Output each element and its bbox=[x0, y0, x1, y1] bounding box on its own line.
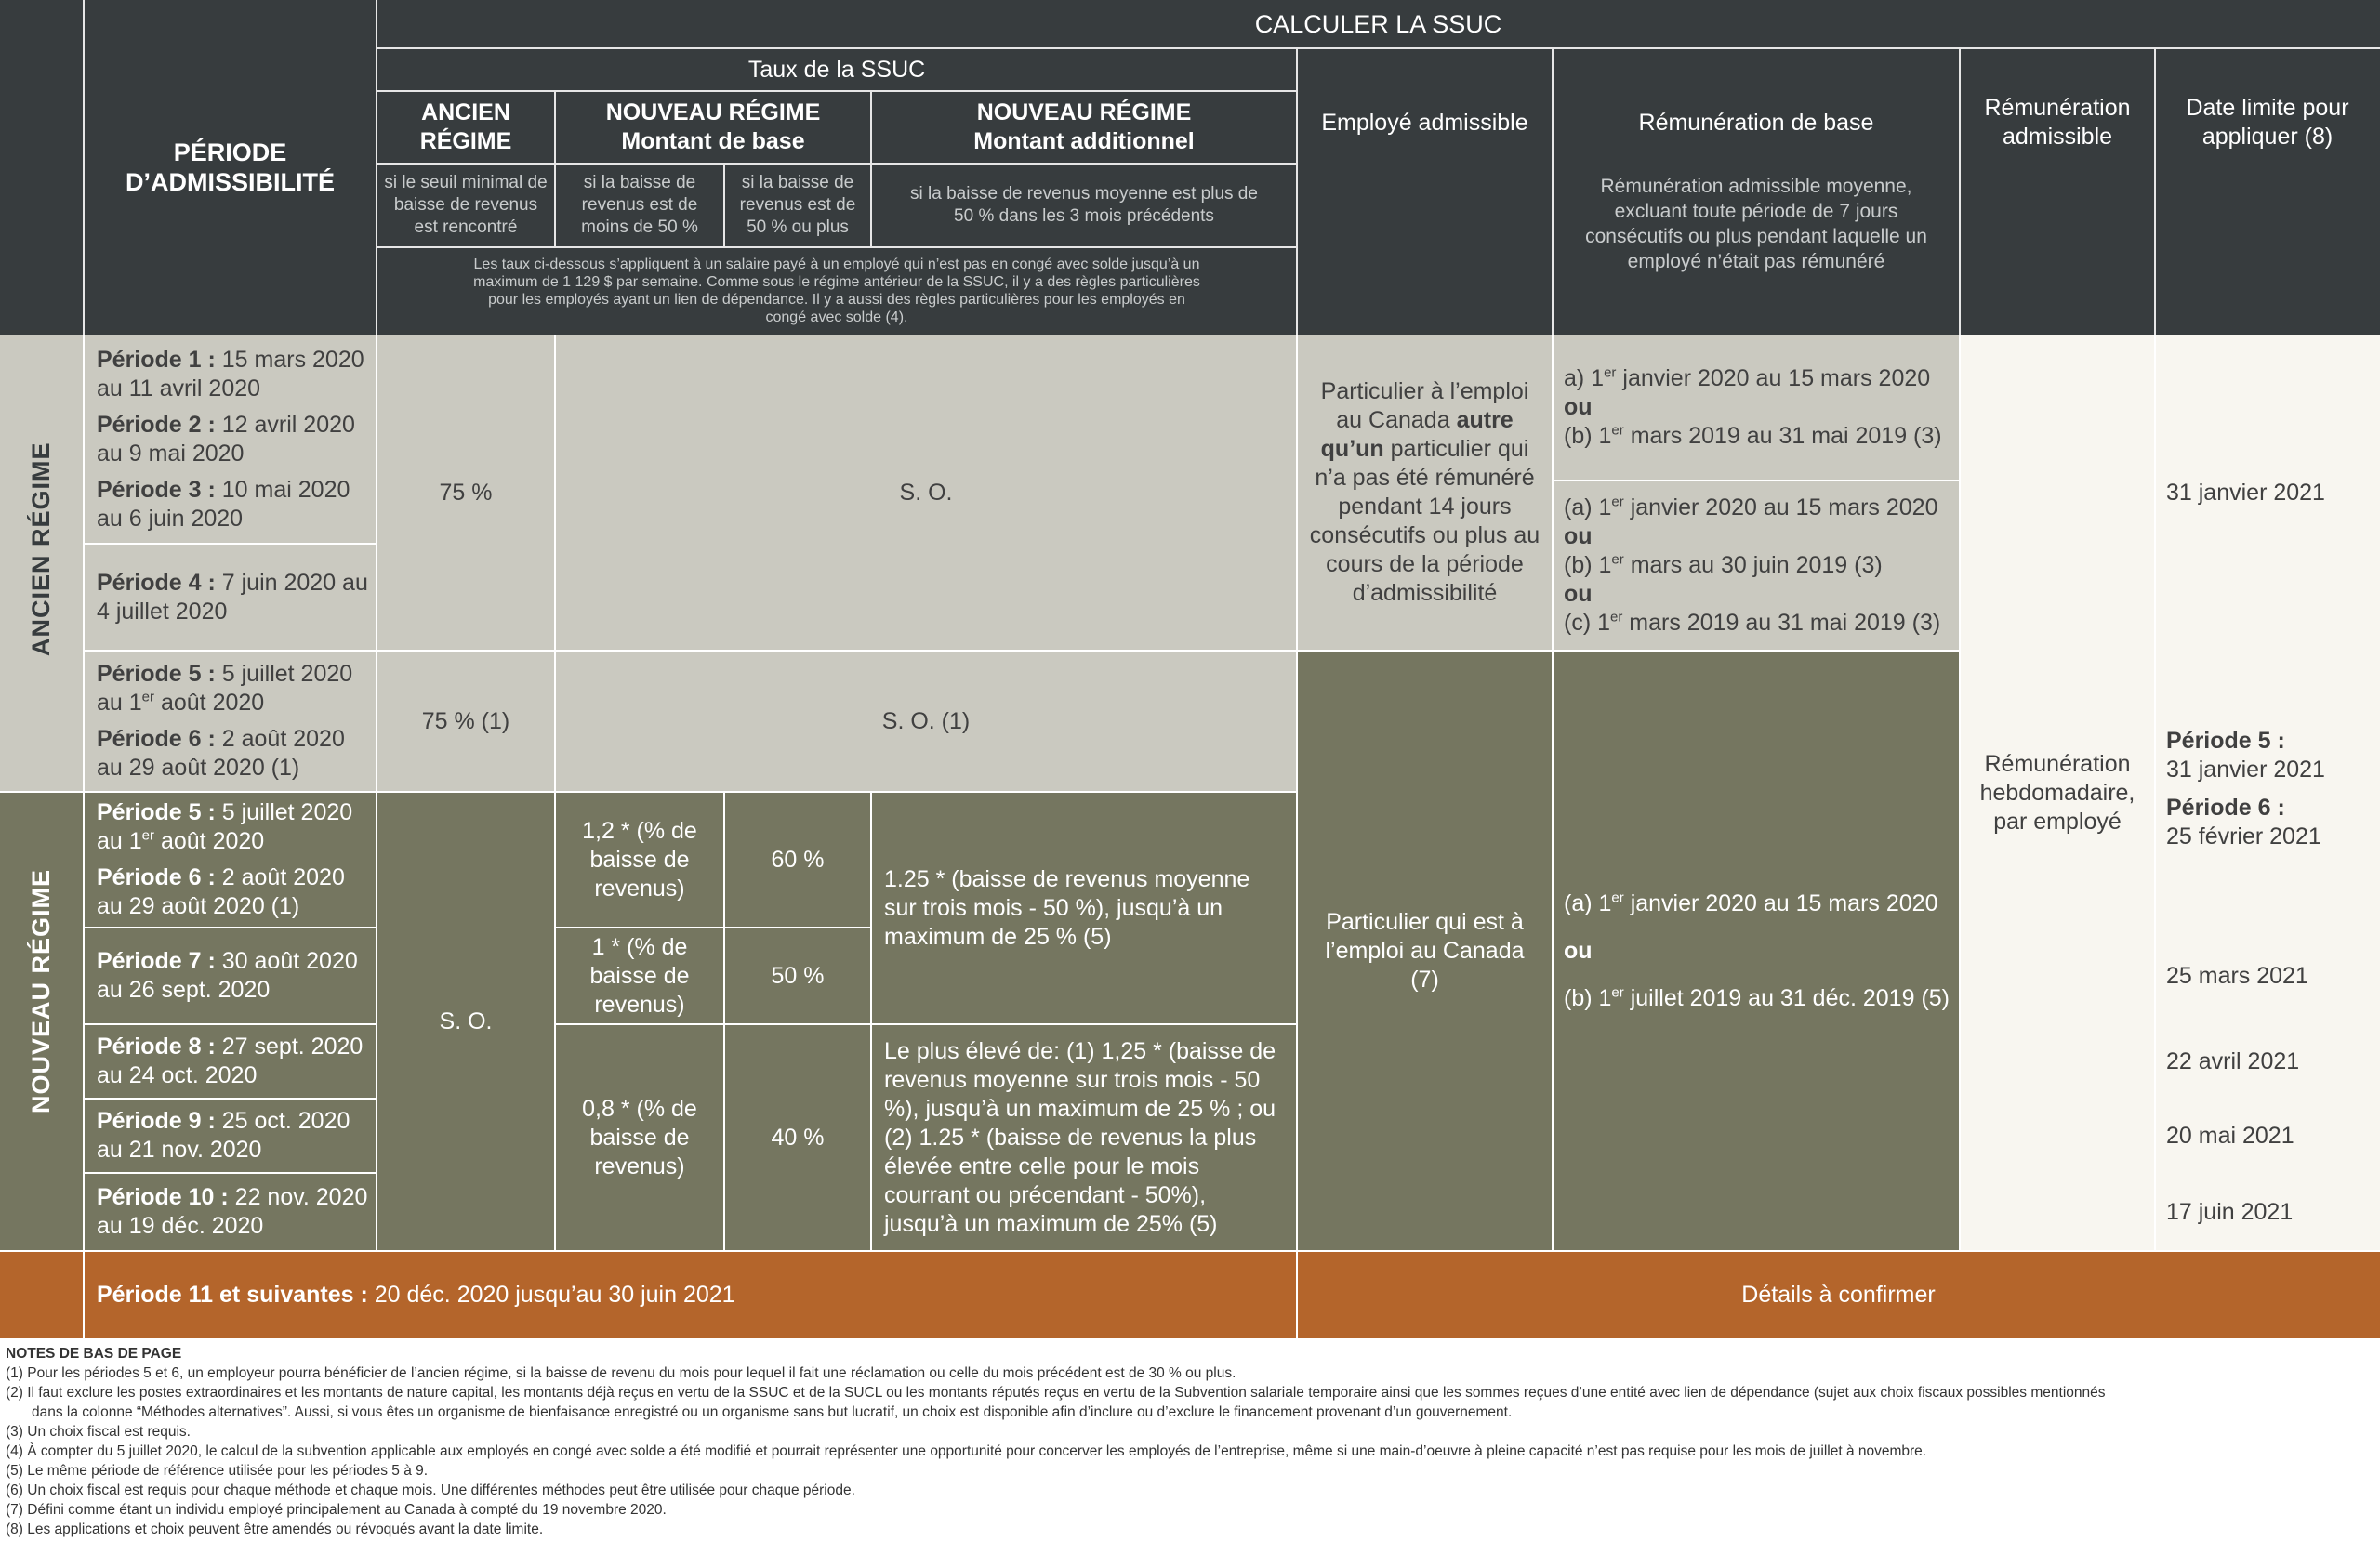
header-date-limite-text: Date limite pour appliquer (8) bbox=[2186, 95, 2349, 150]
ancien-period-1: Période 1 : 15 mars 2020 au 11 avril 2020 bbox=[97, 346, 364, 402]
grid-line bbox=[870, 91, 872, 247]
date-p5-label: Période 5 : bbox=[2166, 728, 2285, 754]
ancien-remun-2-ou1: ou bbox=[1564, 523, 1593, 549]
ancien-taux-5-6: 75 % (1) bbox=[421, 707, 510, 734]
header-remun-base-desc bbox=[1553, 165, 1960, 282]
side-ancien-label: ANCIEN RÉGIME bbox=[27, 441, 55, 656]
nouveau-period-10: Période 10 : 22 nov. 2020 au 19 déc. 2020 bbox=[97, 1184, 368, 1239]
footnote-8: (8) Les applications et choix peuvent être amendés ou révoqués avant la date limite. bbox=[6, 1521, 544, 1537]
header-ancien-regime-text: ANCIEN RÉGIME bbox=[419, 99, 512, 154]
ancien-period-3: Période 3 : 10 mai 2020 au 6 juin 2020 bbox=[97, 476, 350, 532]
nouveau-base-1: 1 * (% de baisse de revenus) bbox=[589, 933, 690, 1018]
header-add-desc bbox=[871, 164, 1297, 247]
remun-admissible-value: Rémunération hebdomadaire, par employé bbox=[1979, 750, 2135, 835]
period11-label: Période 11 et suivantes : bbox=[97, 1281, 368, 1308]
grid-line bbox=[2154, 335, 2156, 1251]
header-nouveau-base bbox=[555, 91, 871, 164]
footnote-1: (1) Pour les périodes 5 et 6, un employeur pourra bénéficier de l’ancien régime, si la baisse de revenu du mois pour lequel il fait une réclamation ou celle du mois précédent est de 30 % ou plus. bbox=[6, 1365, 1236, 1381]
grid-line bbox=[1959, 48, 1961, 335]
header-nouveau-add-l1: NOUVEAU RÉGIME bbox=[976, 99, 1192, 125]
nouveau-employe: Particulier qui est à l’emploi au Canada (7) bbox=[1325, 908, 1525, 993]
grid-line bbox=[84, 650, 1297, 652]
ancien-remun-2c: (c) 1er mars 2019 au 31 mai 2019 (3) bbox=[1564, 609, 1941, 636]
grid-line bbox=[554, 91, 556, 247]
nouveau-period-6: Période 6 : 2 août 2020 au 29 août 2020 (1) bbox=[97, 864, 345, 919]
nouveau-base-12: 1,2 * (% de baisse de revenus) bbox=[582, 817, 697, 902]
footnote-7: (7) Défini comme étant un individu employé principalement au Canada à compté du 19 novembre 2020. bbox=[6, 1502, 667, 1518]
date-p6: 25 février 2021 bbox=[2166, 823, 2321, 849]
grid-line bbox=[1552, 335, 1554, 1251]
grid-line bbox=[84, 927, 377, 928]
footnote-3: (3) Un choix fiscal est requis. bbox=[6, 1424, 191, 1440]
ancien-remun-2b: (b) 1er mars au 30 juin 2019 (3) bbox=[1564, 551, 1883, 578]
header-periode-text: PÉRIODE D’ADMISSIBILITÉ bbox=[125, 138, 335, 196]
nouveau-date-p8: 22 avril 2021 bbox=[2166, 1047, 2300, 1074]
header-taux-text: Taux de la SSUC bbox=[747, 56, 926, 83]
period11-details-cell bbox=[1297, 1251, 2380, 1338]
grid-line bbox=[1297, 650, 1960, 652]
date-p5: 31 janvier 2021 bbox=[2166, 757, 2325, 783]
ancien-remun-1 bbox=[1553, 335, 1960, 481]
nouveau-so: S. O. bbox=[439, 1007, 493, 1034]
header-note-taux bbox=[377, 247, 1297, 335]
grid-line bbox=[723, 792, 725, 1251]
ancien-periods-5-6 bbox=[84, 651, 377, 792]
header-employe-text: Employé admissible bbox=[1321, 109, 1528, 136]
nouveau-additionnel-2: Le plus élevé de: (1) 1,25 * (baisse de revenus moyenne sur trois mois - 50 %), jusqu’à un maximum de 25 % ; ou (2) 1.25 * (baisse de revenus la plus élevée entre celle pour le mois courrant ou précendant - 50%), jusqu’à un maximum de 25% (5) bbox=[884, 1037, 1276, 1237]
grid-line bbox=[376, 335, 377, 1251]
header-remun-adm bbox=[1960, 48, 2155, 197]
nouveau-remun-b: (b) 1er juillet 2019 au 31 déc. 2019 (5) bbox=[1564, 984, 1950, 1011]
grid-line bbox=[555, 927, 871, 928]
grid-line bbox=[723, 164, 725, 247]
nouveau-date-p10: 17 juin 2021 bbox=[2166, 1198, 2294, 1225]
nouveau-period-9: Période 9 : 25 oct. 2020 au 21 nov. 2020 bbox=[97, 1108, 350, 1163]
nouveau-date-p7: 25 mars 2021 bbox=[2166, 962, 2308, 989]
ancien-date-limite: 31 janvier 2021 bbox=[2166, 479, 2325, 506]
grid-line bbox=[1553, 480, 1960, 481]
period11-dates: 20 déc. 2020 jusqu’au 30 juin 2021 bbox=[367, 1281, 735, 1308]
header-ancien-desc bbox=[377, 164, 555, 247]
header-employe bbox=[1297, 48, 1553, 197]
nouveau-period-7-cell bbox=[84, 928, 377, 1024]
period11-details: Détails à confirmer bbox=[1741, 1281, 1936, 1308]
period11-label-cell bbox=[84, 1251, 1297, 1338]
header-date-limite bbox=[2155, 48, 2380, 197]
ancien-period-4-cell bbox=[84, 544, 377, 651]
header-title bbox=[377, 0, 2380, 48]
nouveau-additionnel-1: 1.25 * (baisse de revenus moyenne sur trois mois - 50 %), jusqu’à un maximum de 25 % (5) bbox=[884, 865, 1250, 950]
header-base-plus50 bbox=[724, 164, 871, 247]
grid-line bbox=[84, 1098, 377, 1100]
ancien-period-4: Période 4 : 7 juin 2020 au 4 juillet 2020 bbox=[97, 569, 368, 625]
header-title-text: CALCULER LA SSUC bbox=[1254, 10, 1502, 38]
grid-line bbox=[84, 1023, 377, 1025]
date-p6-label: Période 6 : bbox=[2166, 795, 2285, 821]
ancien-remun-1-ou: ou bbox=[1564, 394, 1593, 420]
grid-line bbox=[377, 246, 1297, 248]
nouveau-period-8-cell bbox=[84, 1024, 377, 1099]
header-ancien-regime bbox=[377, 91, 555, 164]
grid-line bbox=[377, 47, 2380, 49]
footnote-5: (5) Le même période de référence utilisée pour les périodes 5 à 9. bbox=[6, 1463, 429, 1479]
grid-line bbox=[554, 335, 556, 1251]
grid-line bbox=[1959, 335, 1961, 1251]
period11-text bbox=[97, 1281, 735, 1310]
ancien-periods-1-3 bbox=[84, 335, 377, 544]
footnote-2b: dans la colonne “Méthodes alternatives”. Aussi, si vous êtes un organisme de bienfaisance enregistré ou un organisme sans but lucratif, un choix est disponible afin d’inclure ou d’exclure le financement provenant d’un gouvernement. bbox=[32, 1404, 1513, 1420]
ancien-so-5-6: S. O. (1) bbox=[881, 707, 971, 734]
nouveau-remun bbox=[1553, 651, 1960, 1251]
footnote-6: (6) Un choix fiscal est requis pour chaque méthode et chaque mois. Une différentes méthodes peut être utilisée pour chaque période. bbox=[6, 1482, 855, 1498]
nouveau-period-10-cell bbox=[84, 1173, 377, 1251]
ancien-period-2: Période 2 : 12 avril 2020 au 9 mai 2020 bbox=[97, 411, 355, 467]
header-taux bbox=[377, 48, 1297, 91]
ancien-period-6: Période 6 : 2 août 2020 au 29 août 2020 (1) bbox=[97, 726, 345, 781]
grid-line bbox=[1552, 48, 1554, 335]
header-remun-base-text: Rémunération de base bbox=[1638, 109, 1874, 136]
ancien-remun-1a: a) 1er janvier 2020 au 15 mars 2020 bbox=[1564, 364, 1931, 391]
grid-line bbox=[377, 90, 1297, 92]
grid-line bbox=[1296, 335, 1298, 1338]
nouveau-pct-50: 50 % bbox=[771, 962, 825, 989]
ancien-period-5: Période 5 : 5 juillet 2020 au 1er août 2020 bbox=[97, 661, 353, 716]
header-add-desc-text: si la baisse de revenus moyenne est plus de 50 % dans les 3 mois précédents bbox=[910, 184, 1258, 226]
ancien-employe bbox=[1297, 335, 1553, 651]
footnotes-title: NOTES DE BAS DE PAGE bbox=[6, 1346, 182, 1362]
footnote-4: (4) À compter du 5 juillet 2020, le calcul de la subvention applicable aux employés en congé avec solde a été modifié et pourrait représenter une opportunité pour concerver les employés de l’entreprise, même si une main-d’oeuvre à pleine capacité n’est pas requise pour les mois de juillet à novembre. bbox=[6, 1443, 1927, 1459]
grid-line bbox=[2154, 48, 2156, 335]
grid-line bbox=[0, 1250, 2380, 1252]
grid-line bbox=[83, 335, 85, 1338]
header-ancien-desc-text: si le seuil minimal de baisse de revenus est rencontré bbox=[384, 173, 548, 237]
header-nouveau-add-l2: Montant additionnel bbox=[973, 128, 1195, 154]
nouveau-period-7: Période 7 : 30 août 2020 au 26 sept. 2020 bbox=[97, 948, 358, 1003]
nouveau-remun-ou: ou bbox=[1564, 937, 1593, 964]
grid-line bbox=[84, 543, 377, 545]
nouveau-periods-5-6 bbox=[84, 792, 377, 928]
nouveau-date-p9: 20 mai 2021 bbox=[2166, 1122, 2294, 1149]
nouveau-remun-a: (a) 1er janvier 2020 au 15 mars 2020 bbox=[1564, 889, 1938, 916]
header-remun-base-desc-text: Rémunération admissible moyenne, excluant toute période de 7 jours consécutifs ou plus pendant laquelle un employé n’était pas rémunéré bbox=[1585, 175, 1927, 272]
header-nouveau-additionnel bbox=[871, 91, 1297, 164]
grid-line bbox=[555, 1023, 1297, 1025]
grid-line bbox=[0, 791, 1297, 793]
nouveau-pct-60: 60 % bbox=[771, 846, 825, 873]
nouveau-date-p5-p6 bbox=[2155, 651, 2380, 928]
ancien-employe-text: Particulier à l’emploi au Canada autre qu’un particulier qui n’a pas été rémunéré pendant 14 jours consécutifs ou plus au cours de la période d’admissibilité bbox=[1309, 378, 1540, 606]
nouveau-period-8: Période 8 : 27 sept. 2020 au 24 oct. 2020 bbox=[97, 1034, 364, 1088]
header-remun-adm-text: Rémunération admissible bbox=[1984, 95, 2131, 150]
header-base-plus50-text: si la baisse de revenus est de 50 % ou plus bbox=[739, 173, 856, 237]
ancien-remun-1b: (b) 1er mars 2019 au 31 mai 2019 (3) bbox=[1564, 422, 1942, 449]
header-nouveau-base-l2: Montant de base bbox=[621, 128, 805, 154]
ancien-taux-1-4: 75 % bbox=[439, 479, 493, 506]
header-note-taux-text: Les taux ci-dessous s’appliquent à un salaire payé à un employé qui n’est pas en congé avec solde jusqu’à un maximum de 1 129 $ par semaine. Comme sous le régime antérieur de la SSUC, il y a des règles particulières pour les employés ayant un lien de dépendance. Il y a aussi des règles particulières pour les employés en congé avec solde (4). bbox=[473, 257, 1200, 325]
grid-line bbox=[870, 792, 872, 1251]
header-base-moins50 bbox=[555, 164, 724, 247]
grid-line bbox=[1296, 48, 1298, 335]
ancien-remun-2a: (a) 1er janvier 2020 au 15 mars 2020 bbox=[1564, 494, 1938, 520]
ancien-remun-2 bbox=[1553, 481, 1960, 651]
grid-line bbox=[83, 0, 85, 335]
header-periode bbox=[84, 48, 377, 286]
grid-line bbox=[84, 1172, 377, 1174]
nouveau-base-08: 0,8 * (% de baisse de revenus) bbox=[582, 1095, 697, 1179]
ancien-so-1-4: S. O. bbox=[899, 479, 953, 506]
footnote-2a: (2) Il faut exclure les postes extraordinaires et les montants de nature capital, les montants déjà reçus en vertu de la SSUC et de la SUCL ou les montants réputés reçus en vertu de la Subvention salariale temporaire ainsi que les sommes reçues d’une entité avec lien de dépendance (sujet aux choix fiscaux possibles mentionnés bbox=[6, 1385, 2106, 1401]
grid-line bbox=[377, 163, 1297, 165]
side-nouveau-label: NOUVEAU RÉGIME bbox=[27, 868, 55, 1113]
nouveau-period-9-cell bbox=[84, 1099, 377, 1173]
header-nouveau-base-l1: NOUVEAU RÉGIME bbox=[605, 99, 821, 125]
ancien-remun-2-ou2: ou bbox=[1564, 581, 1593, 607]
header-base-moins50-text: si la baisse de revenus est de moins de 50 % bbox=[581, 173, 698, 237]
nouveau-pct-40: 40 % bbox=[771, 1124, 825, 1151]
nouveau-period-5: Période 5 : 5 juillet 2020 au 1er août 2020 bbox=[97, 799, 353, 854]
grid-line bbox=[376, 0, 377, 335]
